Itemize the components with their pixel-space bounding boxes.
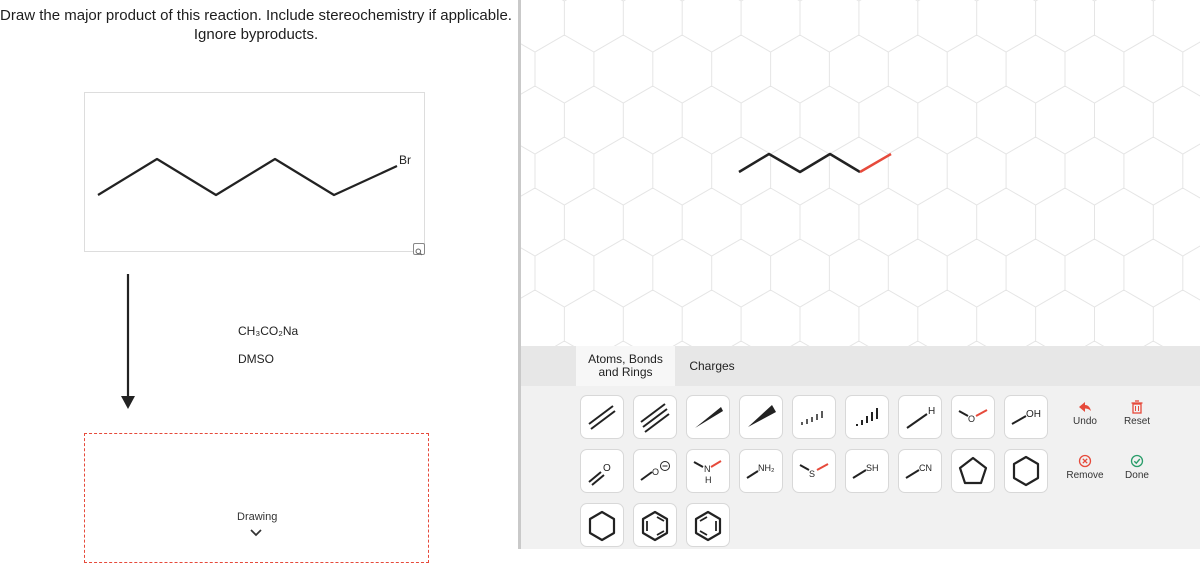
ether-tool[interactable] bbox=[951, 395, 995, 439]
bold-wedge-bond-tool[interactable] bbox=[739, 395, 783, 439]
hydrogen-label: H bbox=[928, 406, 936, 417]
trash-icon bbox=[1130, 400, 1144, 414]
drawing-label: Drawing bbox=[237, 511, 278, 523]
chevron-down-icon[interactable] bbox=[249, 528, 263, 537]
hash-bond-tool[interactable] bbox=[792, 395, 836, 439]
remove-label: Remove bbox=[1066, 470, 1104, 481]
thiol-label: SH bbox=[866, 463, 879, 473]
reactant-structure bbox=[85, 93, 426, 253]
zoom-icon[interactable] bbox=[413, 243, 425, 255]
drawing-canvas[interactable] bbox=[521, 0, 1200, 549]
nitrile-tool[interactable] bbox=[898, 449, 942, 493]
nitrile-label: CN bbox=[919, 463, 932, 473]
alkoxide-tool[interactable] bbox=[633, 449, 677, 493]
reset-label: Reset bbox=[1123, 416, 1151, 427]
amino-tool[interactable] bbox=[739, 449, 783, 493]
tab-label-line-2: and Rings bbox=[598, 365, 653, 379]
drawing-toolbar bbox=[521, 346, 1200, 549]
carbonyl-tool[interactable] bbox=[580, 449, 624, 493]
cyclohexane-tool[interactable] bbox=[1004, 449, 1048, 493]
thioether-tool[interactable] bbox=[792, 449, 836, 493]
remove-button[interactable] bbox=[1063, 452, 1107, 496]
tab-label: Charges bbox=[689, 358, 735, 373]
oxygen-label: O bbox=[968, 414, 976, 424]
toolbar-tabs bbox=[521, 346, 1200, 386]
question-line-1: Draw the major product of this reaction. Include stereochemistry if applicable. bbox=[0, 7, 512, 24]
solvent-label: DMSO bbox=[238, 352, 274, 366]
amine-hydrogen-label: H bbox=[705, 475, 712, 485]
question-text bbox=[0, 6, 512, 44]
cyclohexadiene-tool[interactable] bbox=[633, 503, 677, 547]
done-label: Done bbox=[1125, 470, 1149, 481]
drawn-molecule[interactable] bbox=[521, 0, 1200, 346]
reset-button[interactable] bbox=[1115, 398, 1159, 442]
thiol-tool[interactable] bbox=[845, 449, 889, 493]
reagent-label: CH₃CO₂Na bbox=[238, 324, 299, 338]
product-drawing-area[interactable] bbox=[84, 433, 429, 563]
undo-button[interactable] bbox=[1063, 398, 1107, 442]
carbonyl-oxygen-label: O bbox=[603, 463, 611, 474]
reaction-arrow bbox=[118, 272, 138, 412]
question-line-2: Ignore byproducts. bbox=[193, 26, 319, 43]
wedge-bond-tool[interactable] bbox=[686, 395, 730, 439]
cyclopentane-tool[interactable] bbox=[951, 449, 995, 493]
bromine-atom-label: Br bbox=[399, 153, 411, 167]
done-button[interactable] bbox=[1115, 452, 1159, 496]
triple-bond-tool[interactable] bbox=[633, 395, 677, 439]
checkmark-icon bbox=[1130, 454, 1144, 468]
amino-label: NH₂ bbox=[758, 463, 775, 473]
hydrogen-tool[interactable] bbox=[898, 395, 942, 439]
hydroxyl-tool[interactable] bbox=[1004, 395, 1048, 439]
amine-tool[interactable] bbox=[686, 449, 730, 493]
tab-label-line-1: Atoms, Bonds bbox=[588, 352, 663, 366]
reactant-structure-box bbox=[84, 92, 425, 252]
bold-hash-bond-tool[interactable] bbox=[845, 395, 889, 439]
nitrogen-label: N bbox=[704, 464, 711, 474]
double-bond-tool[interactable] bbox=[580, 395, 624, 439]
benzene-tool[interactable] bbox=[686, 503, 730, 547]
undo-label: Undo bbox=[1073, 416, 1097, 427]
tab-charges[interactable] bbox=[677, 346, 747, 386]
tab-atoms-bonds-rings[interactable] bbox=[576, 346, 675, 386]
cyclohexene-tool[interactable] bbox=[580, 503, 624, 547]
svg-text:O: O bbox=[652, 467, 660, 477]
question-panel bbox=[0, 0, 518, 549]
undo-icon bbox=[1078, 400, 1092, 414]
hydroxyl-label: OH bbox=[1026, 409, 1041, 420]
remove-icon bbox=[1078, 454, 1092, 468]
sulfur-label: S bbox=[809, 469, 816, 479]
